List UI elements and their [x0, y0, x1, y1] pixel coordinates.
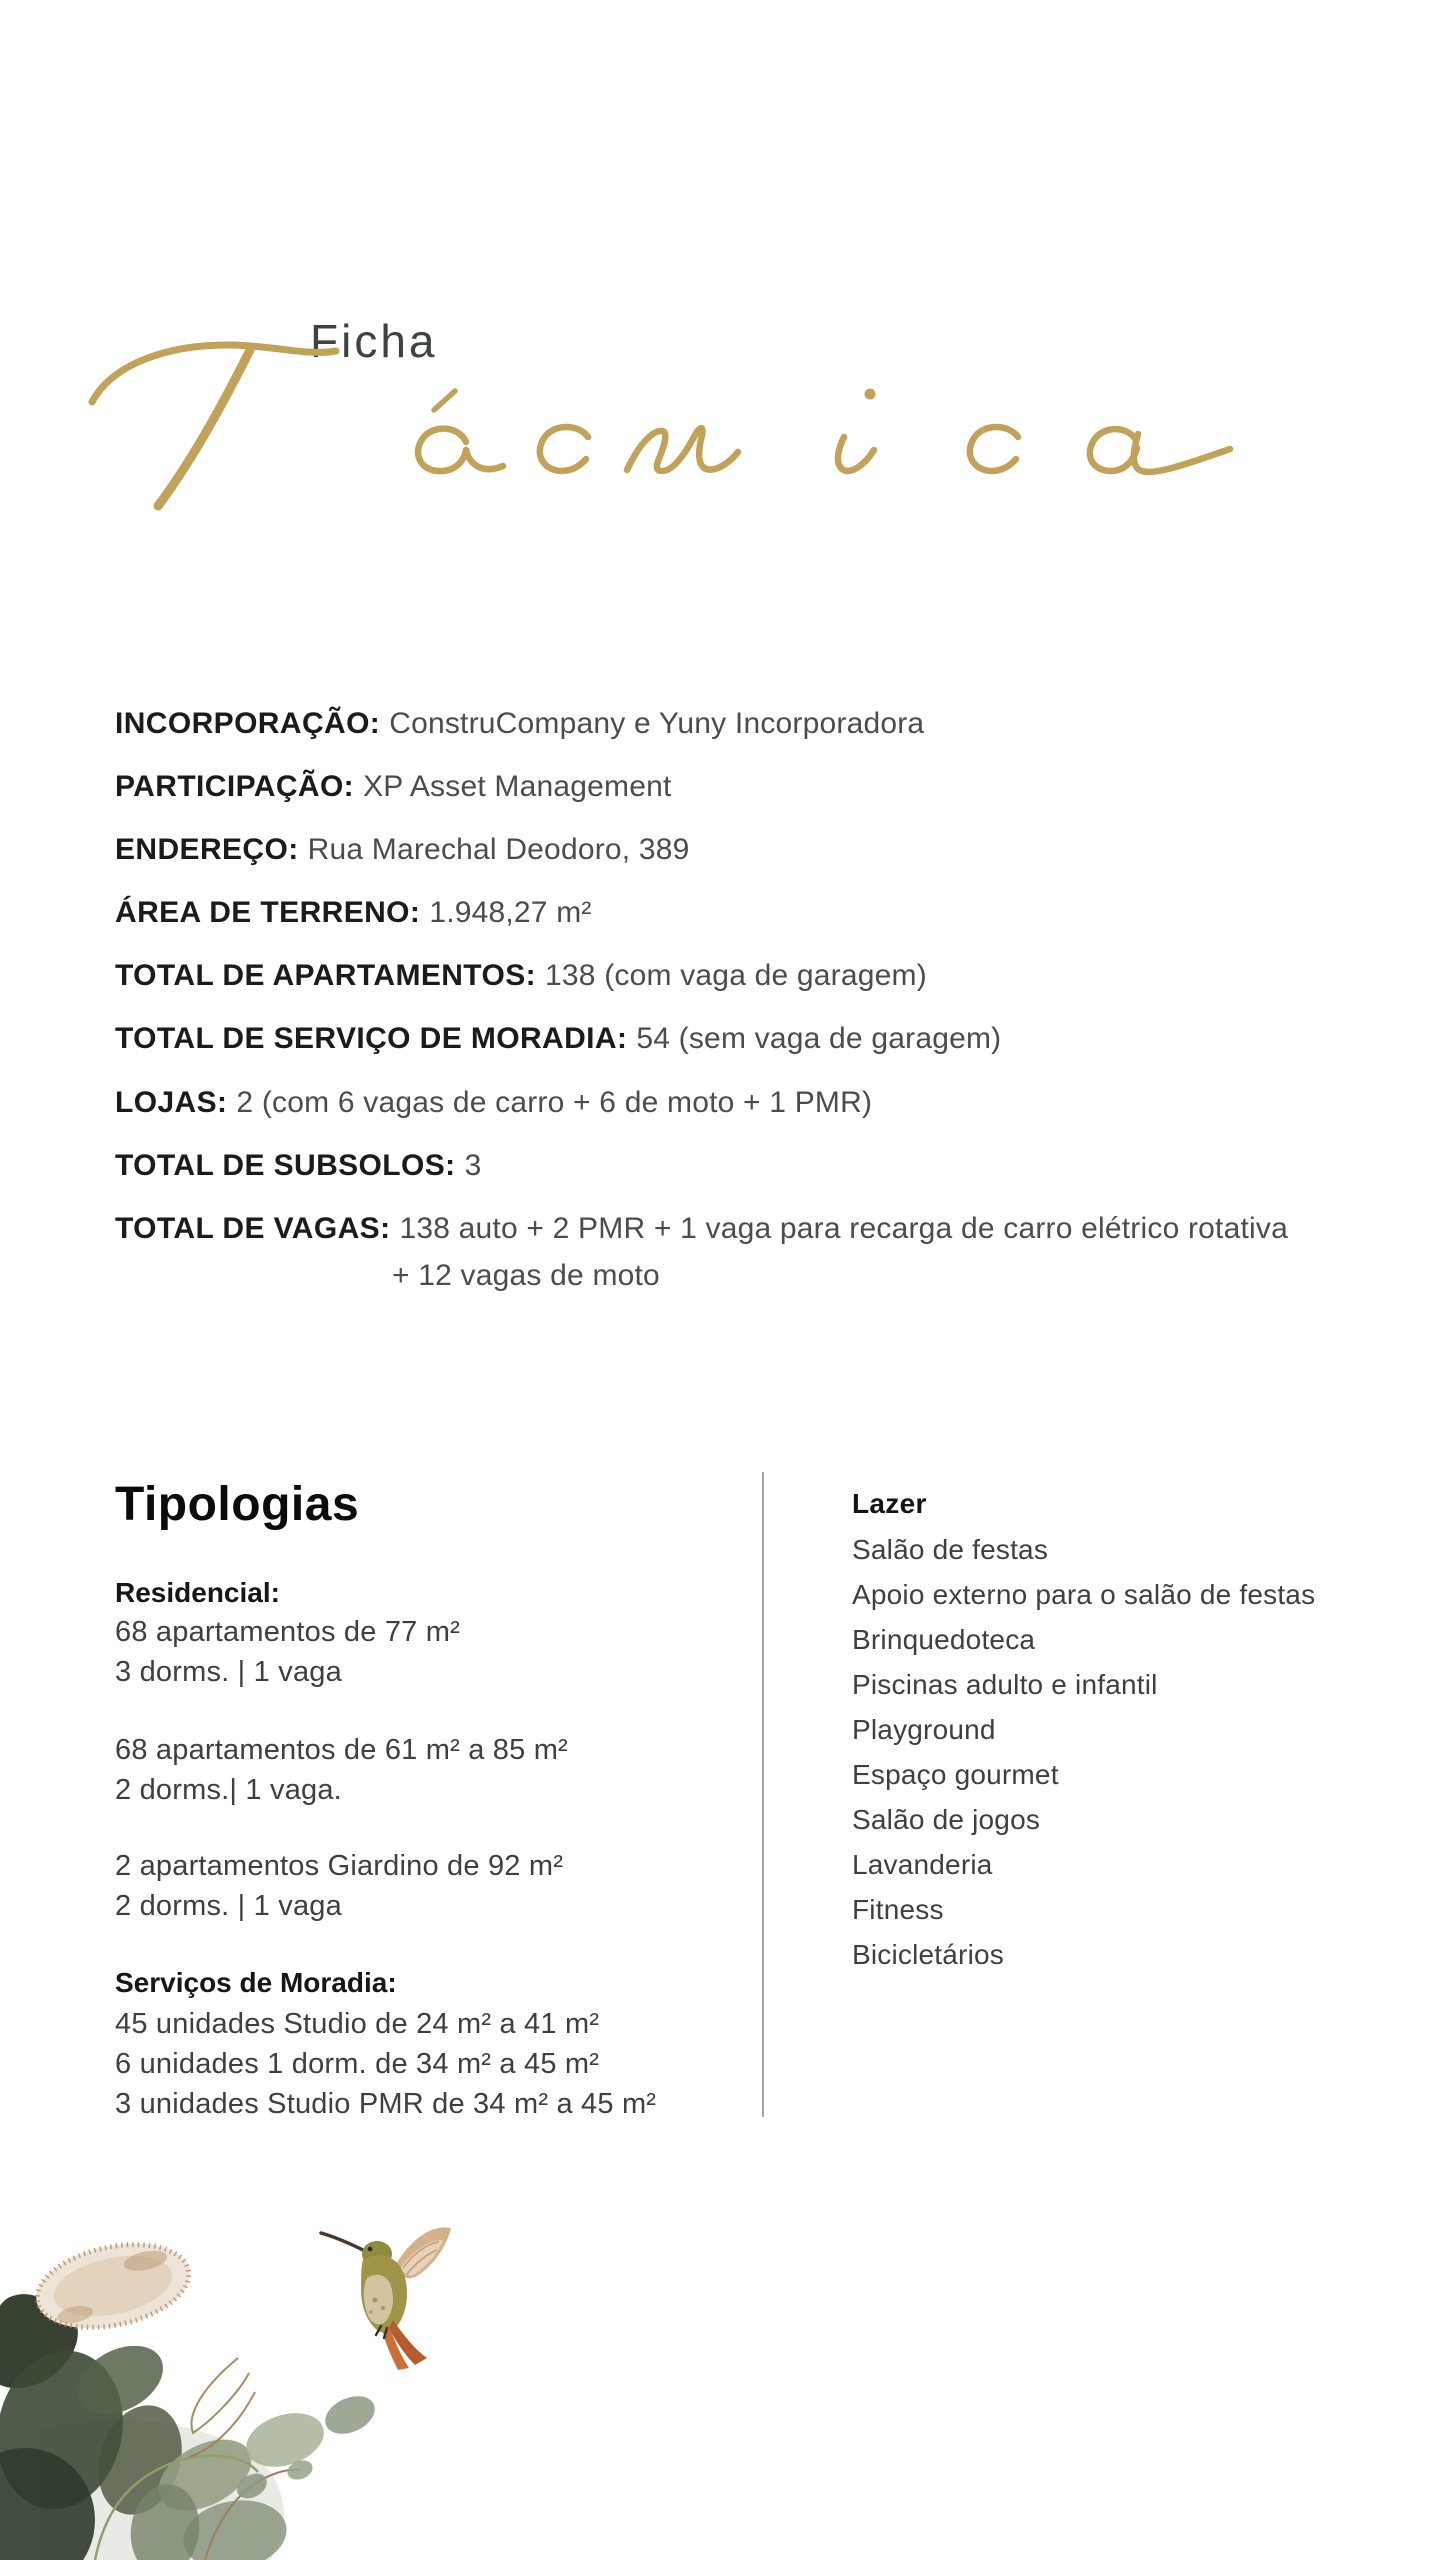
- detail-label: TOTAL DE APARTAMENTOS:: [115, 959, 537, 992]
- tipologia-line: 2 apartamentos Giardino de 92 m²: [115, 1850, 564, 1882]
- detail-lojas: [115, 1086, 1365, 1120]
- detail-value: 2 (com 6 vagas de carro + 6 de moto + 1 PMR): [236, 1086, 873, 1119]
- hummingbird-illustration: [315, 2208, 455, 2373]
- lazer-section: [852, 1480, 1392, 1977]
- detail-label: PARTICIPAÇÃO:: [115, 770, 355, 803]
- tipologia-line: 45 unidades Studio de 24 m² a 41 m²: [115, 2008, 600, 2040]
- lazer-item: Espaço gourmet: [852, 1759, 1059, 1790]
- detail-label: TOTAL DE SUBSOLOS:: [115, 1149, 456, 1182]
- lazer-item: Lavanderia: [852, 1849, 993, 1880]
- lazer-item: Salão de jogos: [852, 1804, 1041, 1835]
- servicos-moradia-title: Serviços de Moradia:: [115, 1967, 397, 1998]
- tipologia-line: 2 dorms. | 1 vaga: [115, 1890, 342, 1922]
- detail-total-vagas-line2: + 12 vagas de moto: [392, 1259, 660, 1292]
- tipologia-line: 3 unidades Studio PMR de 34 m² a 45 m²: [115, 2088, 657, 2120]
- detail-incorporacao: [115, 707, 1365, 741]
- detail-label: INCORPORAÇÃO:: [115, 707, 381, 740]
- detail-label: ÁREA DE TERRENO:: [115, 896, 421, 929]
- detail-value: Rua Marechal Deodoro, 389: [307, 833, 690, 866]
- tecnica-script-icon: [82, 330, 1242, 520]
- detail-value: 138 (com vaga de garagem): [545, 959, 927, 992]
- tipologias-heading: Tipologias: [115, 1478, 360, 1531]
- tipologia-line: 68 apartamentos de 61 m² a 85 m²: [115, 1734, 568, 1766]
- detail-label: LOJAS:: [115, 1086, 228, 1119]
- detail-endereco: [115, 833, 1365, 867]
- detail-area-terreno: [115, 896, 1365, 930]
- lazer-heading: Lazer: [852, 1488, 927, 1519]
- detail-servico-moradia: [115, 1022, 1365, 1056]
- residencial-title: Residencial:: [115, 1577, 280, 1608]
- lazer-item: Apoio externo para o salão de festas: [852, 1579, 1316, 1610]
- detail-total-vagas: [115, 1212, 1365, 1246]
- detail-label: ENDEREÇO:: [115, 833, 299, 866]
- detail-total-subsolos: [115, 1149, 1365, 1183]
- lazer-item: Fitness: [852, 1894, 944, 1925]
- detail-value: 138 auto + 2 PMR + 1 vaga para recarga de carro elétrico rotativa: [399, 1212, 1288, 1245]
- detail-value: 54 (sem vaga de garagem): [636, 1022, 1002, 1055]
- lazer-item: Piscinas adulto e infantil: [852, 1669, 1158, 1700]
- tipologia-line: 3 dorms. | 1 vaga: [115, 1656, 342, 1688]
- detail-value: ConstruCompany e Yuny Incorporadora: [389, 707, 925, 740]
- detail-value: 1.948,27 m²: [429, 896, 592, 929]
- lazer-item: Bicicletários: [852, 1939, 1004, 1970]
- detail-participacao: [115, 770, 1365, 804]
- tipologias-section: [115, 1480, 725, 2124]
- detail-total-apartamentos: [115, 959, 1365, 993]
- tipologia-line: 6 unidades 1 dorm. de 34 m² a 45 m²: [115, 2048, 600, 2080]
- lazer-item: Playground: [852, 1714, 996, 1745]
- detail-label: TOTAL DE SERVIÇO DE MORADIA:: [115, 1022, 628, 1055]
- page-kicker: Ficha: [310, 315, 438, 367]
- tipologia-line: 68 apartamentos de 77 m²: [115, 1616, 460, 1648]
- column-divider: [762, 1472, 764, 2117]
- detail-label: TOTAL DE VAGAS:: [115, 1212, 391, 1245]
- lazer-item: Salão de festas: [852, 1534, 1049, 1565]
- lazer-item: Brinquedoteca: [852, 1624, 1036, 1655]
- tipologia-line: 2 dorms.| 1 vaga.: [115, 1774, 342, 1806]
- detail-value: XP Asset Management: [363, 770, 672, 803]
- detail-value: 3: [464, 1149, 482, 1182]
